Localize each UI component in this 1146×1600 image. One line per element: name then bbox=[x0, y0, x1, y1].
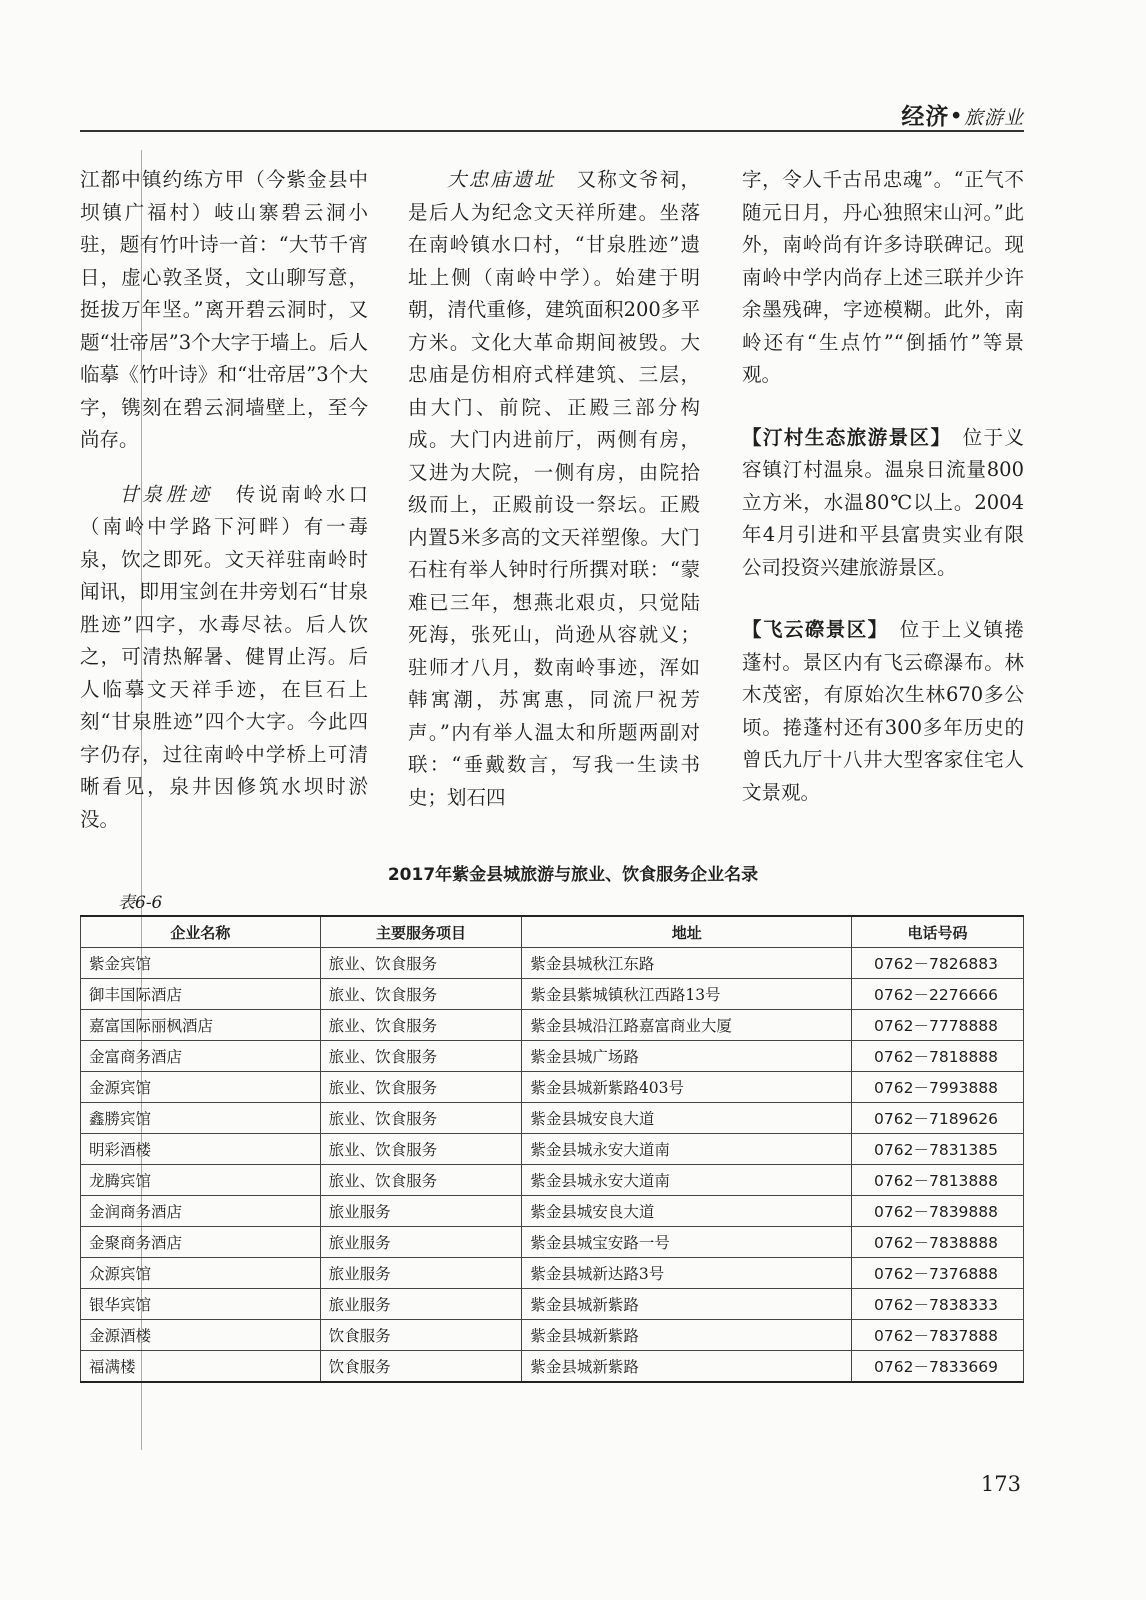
table-row bbox=[81, 948, 1024, 979]
enterprise-name: 紫金宾馆 bbox=[81, 948, 321, 979]
phone-number: 0762－7813888 bbox=[852, 1165, 1024, 1196]
table-label: 表6-6 bbox=[118, 893, 163, 913]
running-header bbox=[901, 98, 1024, 131]
phone-number: 0762－7837888 bbox=[852, 1320, 1024, 1351]
page-number: 173 bbox=[980, 1472, 1021, 1496]
table-row bbox=[81, 1196, 1024, 1227]
enterprise-name: 鑫勝宾馆 bbox=[81, 1103, 321, 1134]
section-heading: 【汀村生态旅游景区】 bbox=[742, 425, 942, 449]
table-row bbox=[81, 1165, 1024, 1196]
text-column-2 bbox=[408, 164, 700, 814]
header-rule bbox=[80, 130, 1024, 132]
address: 紫金县紫城镇秋江西路13号 bbox=[522, 979, 852, 1010]
table-caption: 2017年紫金县城旅游与旅业、饮食服务企业名录 bbox=[387, 865, 759, 885]
address: 紫金县城新紫路403号 bbox=[522, 1072, 852, 1103]
service-items: 旅业、饮食服务 bbox=[320, 1010, 522, 1041]
address: 紫金县城宝安路一号 bbox=[522, 1227, 852, 1258]
address: 紫金县城安良大道 bbox=[522, 1103, 852, 1134]
table-row bbox=[81, 1289, 1024, 1320]
phone-number: 0762－7831385 bbox=[852, 1134, 1024, 1165]
paragraph bbox=[742, 614, 1024, 809]
paragraph-text: 位于上义镇捲蓬村。景区内有飞云磜瀑布。林木茂密，有原始次生林670多公顷。捲蓬村还有300多年历史的曾氏九厅十八井大型客家住宅人文景观。 bbox=[742, 618, 1024, 804]
table-row bbox=[81, 1258, 1024, 1289]
paragraph-text: 传说南岭水口（南岭中学路下河畔）有一毒泉，饮之即死。文天祥驻南岭时闻讯，即用宝剑在井旁划石“甘泉胜迹”四字，水毒尽祛。后人饮之，可清热解暑、健胃止泻。后人临摹文天祥手迹，在巨石上刻“甘泉胜迹”四个大字。今此四字仍存，过往南岭中学桥上可清晰看见，泉井因修筑水坝时淤没。 bbox=[80, 482, 368, 831]
enterprise-name: 银华宾馆 bbox=[81, 1289, 321, 1320]
table-row bbox=[81, 1351, 1024, 1383]
service-items: 旅业服务 bbox=[320, 1227, 522, 1258]
header-separator: • bbox=[949, 104, 964, 130]
service-items: 旅业、饮食服务 bbox=[320, 979, 522, 1010]
phone-number: 0762－7818888 bbox=[852, 1041, 1024, 1072]
service-items: 饮食服务 bbox=[320, 1351, 522, 1383]
section-heading: 【飞云磜景区】 bbox=[742, 618, 879, 641]
service-items: 旅业、饮食服务 bbox=[320, 1041, 522, 1072]
address: 紫金县城新紫路 bbox=[522, 1320, 852, 1351]
phone-number: 0762－7826883 bbox=[852, 948, 1024, 979]
address: 紫金县城广场路 bbox=[522, 1041, 852, 1072]
phone-number: 0762－7189626 bbox=[852, 1103, 1024, 1134]
table-row bbox=[81, 1072, 1024, 1103]
service-items: 旅业、饮食服务 bbox=[320, 1165, 522, 1196]
phone-number: 0762－7838333 bbox=[852, 1289, 1024, 1320]
paragraph: 江都中镇约练方甲（今紫金县中坝镇广福村）岐山寨碧云洞小驻，题有竹叶诗一首：“大节千宵日，虚心敦圣贤，文山聊写意，挺拔万年坚。”离开碧云洞时，又题“壮帝居”3个大字于墙上。后人临摹《竹叶诗》和“壮帝居”3个大字，镌刻在碧云洞墙壁上，至今尚存。 bbox=[80, 168, 368, 451]
column-header: 企业名称 bbox=[81, 916, 321, 948]
column-header: 主要服务项目 bbox=[320, 916, 522, 948]
paragraph bbox=[408, 164, 700, 814]
service-items: 饮食服务 bbox=[320, 1320, 522, 1351]
address: 紫金县城永安大道南 bbox=[522, 1134, 852, 1165]
paragraph-text: 位于义容镇汀村温泉。温泉日流量800立方米，水温80℃以上。2004年4月引进和平县富贵实业有限公司投资兴建旅游景区。 bbox=[742, 425, 1024, 579]
text-column-1 bbox=[80, 164, 368, 836]
table-row bbox=[81, 1010, 1024, 1041]
service-items: 旅业服务 bbox=[320, 1196, 522, 1227]
header-section: 经济 bbox=[901, 104, 950, 130]
enterprise-name: 嘉富国际丽枫酒店 bbox=[81, 1010, 321, 1041]
column-header: 地址 bbox=[522, 916, 852, 948]
enterprise-name: 金聚商务酒店 bbox=[81, 1227, 321, 1258]
phone-number: 0762－7993888 bbox=[852, 1072, 1024, 1103]
paragraph-text: 又称文爷祠，是后人为纪念文天祥所建。坐落在南岭镇水口村，“甘泉胜迹”遗址上侧（南岭中学）。始建于明朝，清代重修，建筑面积200多平方米。文化大革命期间被毁。大忠庙是仿相府式样建筑、三层，由大门、前院、正殿三部分构成。大门内进前厅，两侧有房，又进为大院，一侧有房，由院拾级而上，正殿前设一祭坛。正殿内置5米多高的文天祥塑像。大门石柱有举人钟时行所撰对联：“蒙难已三年，想燕北艰贞，只觉陆死海，张死山，尚逊从容就义；驻师才八月，数南岭事迹，浑如韩寓潮，苏寓惠，同流尸祝芳声。”内有举人温太和所题两副对联：“垂戴数言，写我一生读书史；划石四 bbox=[408, 168, 700, 809]
enterprise-name: 福满楼 bbox=[81, 1351, 321, 1383]
table-row bbox=[81, 979, 1024, 1010]
address: 紫金县城新达路3号 bbox=[522, 1258, 852, 1289]
phone-number: 0762－7838888 bbox=[852, 1227, 1024, 1258]
service-items: 旅业、饮食服务 bbox=[320, 1134, 522, 1165]
service-items: 旅业、饮食服务 bbox=[320, 1103, 522, 1134]
section-heading: 大忠庙遗址 bbox=[447, 168, 556, 191]
enterprise-name: 御丰国际酒店 bbox=[81, 979, 321, 1010]
phone-number: 0762－7376888 bbox=[852, 1258, 1024, 1289]
enterprise-name: 明彩酒楼 bbox=[81, 1134, 321, 1165]
section-heading: 甘泉胜迹 bbox=[119, 482, 214, 506]
phone-number: 0762－7839888 bbox=[852, 1196, 1024, 1227]
service-items: 旅业、饮食服务 bbox=[320, 948, 522, 979]
enterprise-name: 金富商务酒店 bbox=[81, 1041, 321, 1072]
table-row bbox=[81, 1103, 1024, 1134]
address: 紫金县城永安大道南 bbox=[522, 1165, 852, 1196]
table-row bbox=[81, 1134, 1024, 1165]
column-header: 电话号码 bbox=[852, 916, 1024, 948]
header-subsection: 旅游业 bbox=[963, 107, 1024, 129]
paragraph bbox=[80, 479, 368, 837]
enterprise-name: 龙腾宾馆 bbox=[81, 1165, 321, 1196]
phone-number: 0762－7778888 bbox=[852, 1010, 1024, 1041]
phone-number: 0762－7833669 bbox=[852, 1351, 1024, 1383]
address: 紫金县城新紫路 bbox=[522, 1351, 852, 1383]
table-row bbox=[81, 1320, 1024, 1351]
paragraph bbox=[742, 422, 1024, 585]
address: 紫金县城秋江东路 bbox=[522, 948, 852, 979]
enterprise-name: 众源宾馆 bbox=[81, 1258, 321, 1289]
service-items: 旅业服务 bbox=[320, 1258, 522, 1289]
service-items: 旅业、饮食服务 bbox=[320, 1072, 522, 1103]
paragraph: 字，令人千古吊忠魂”。“正气不随元日月，丹心独照宋山河。”此外，南岭尚有许多诗联碑记。现南岭中学内尚存上述三联并少许余墨残碑，字迹模糊。此外，南岭还有“生点竹”“倒插竹”等景观。 bbox=[742, 168, 1024, 386]
enterprise-table bbox=[80, 915, 1024, 1383]
phone-number: 0762－2276666 bbox=[852, 979, 1024, 1010]
table-row bbox=[81, 1041, 1024, 1072]
enterprise-name: 金源酒楼 bbox=[81, 1320, 321, 1351]
text-column-3 bbox=[742, 164, 1024, 809]
address: 紫金县城沿江路嘉富商业大厦 bbox=[522, 1010, 852, 1041]
address: 紫金县城安良大道 bbox=[522, 1196, 852, 1227]
table-row bbox=[81, 1227, 1024, 1258]
service-items: 旅业服务 bbox=[320, 1289, 522, 1320]
enterprise-name: 金润商务酒店 bbox=[81, 1196, 321, 1227]
enterprise-name: 金源宾馆 bbox=[81, 1072, 321, 1103]
table-header-row bbox=[81, 916, 1024, 948]
address: 紫金县城新紫路 bbox=[522, 1289, 852, 1320]
